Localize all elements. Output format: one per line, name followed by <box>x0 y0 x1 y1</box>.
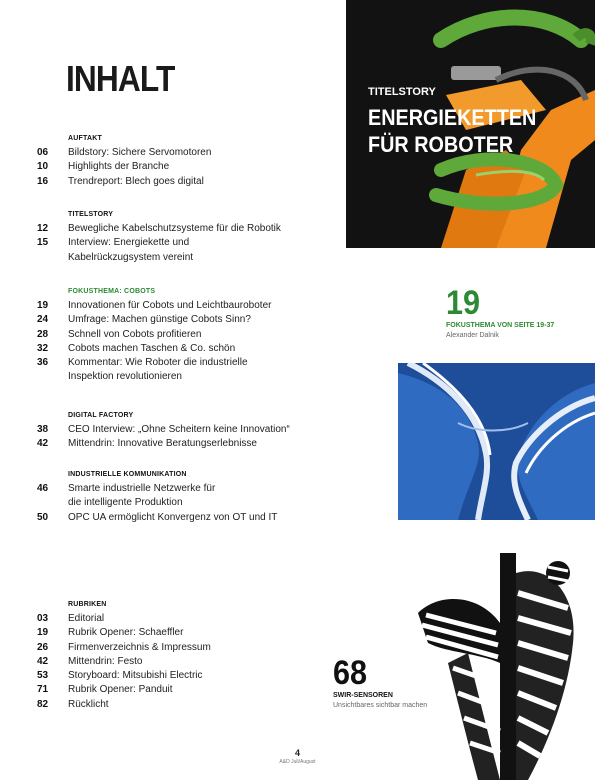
feature-author: Alexander Dalnik <box>446 332 499 339</box>
page-title: INHALT <box>66 58 175 99</box>
toc-page-number: 26 <box>37 641 49 653</box>
toc-entry[interactable] <box>37 511 337 525</box>
section-heading: INDUSTRIELLE KOMMUNIKATION <box>68 471 187 478</box>
toc-entry[interactable] <box>37 328 337 342</box>
toc-page-number: 32 <box>37 342 49 354</box>
toc-entry-line: Editorial <box>68 613 105 624</box>
feature-subtitle: Unsichtbares sichtbar machen <box>333 702 428 709</box>
toc-entry-title <box>68 482 215 511</box>
toc-entry-line: Kommentar: Wie Roboter die industrielle <box>68 357 248 369</box>
toc-entry[interactable] <box>37 342 337 356</box>
toc-entry-line: Cobots machen Taschen & Co. schön <box>68 342 236 354</box>
section-heading: FOKUSTHEMA: COBOTS <box>68 288 156 295</box>
toc-entry[interactable] <box>37 683 337 697</box>
toc-entry-line: Schnell von Cobots profitieren <box>68 328 202 340</box>
toc-section <box>37 211 337 265</box>
toc-section <box>37 135 337 189</box>
toc-page-number: 24 <box>37 314 49 326</box>
toc-entry-title <box>68 698 109 712</box>
page-number: 4 <box>294 748 300 758</box>
toc-section <box>37 471 337 525</box>
toc-entry-title <box>68 328 201 342</box>
section-heading: TITELSTORY <box>68 211 114 218</box>
toc-page-number: 10 <box>37 161 49 173</box>
toc-page-number: 12 <box>37 223 49 234</box>
toc-entry-title <box>68 641 211 655</box>
toc-entry-line: OPC UA ermöglicht Konvergenz von OT und IT <box>68 511 278 523</box>
toc-entry-line: Rücklicht <box>68 698 109 710</box>
striped-figure-illustration <box>408 553 595 780</box>
toc-page-number: 42 <box>37 655 49 667</box>
toc-page-number: 38 <box>37 424 49 435</box>
toc-entry-title <box>68 612 104 626</box>
toc-entry[interactable] <box>37 669 337 683</box>
toc-entry-line: Inspektion revolutionieren <box>68 371 182 383</box>
toc-entry[interactable] <box>37 222 337 236</box>
toc-entry[interactable] <box>37 160 337 174</box>
feature-swir[interactable] <box>333 656 427 709</box>
toc-entry-line: Mittendrin: Festo <box>68 655 143 667</box>
feature-label: FOKUSTHEMA VON SEITE 19-37 <box>446 322 555 329</box>
toc-entry[interactable] <box>37 299 337 313</box>
cover-image[interactable] <box>346 0 595 248</box>
toc-entry-line: Bildstory: Sichere Servomotoren <box>68 147 212 158</box>
toc-entry-line: Storyboard: Mitsubishi Electric <box>68 670 203 682</box>
toc-page-number: 36 <box>37 357 49 369</box>
toc-entry-line: Umfrage: Machen günstige Cobots Sinn? <box>68 314 251 326</box>
toc-entry-title <box>68 423 290 437</box>
toc-entry-line: Highlights der Branche <box>68 161 170 173</box>
feature-page-number: 68 <box>333 654 368 692</box>
toc-page-number: 50 <box>37 511 49 523</box>
toc-entry-line: Trendreport: Blech goes digital <box>68 175 204 187</box>
toc-page-number: 15 <box>37 237 49 249</box>
toc-entry[interactable] <box>37 641 337 655</box>
toc-entry-line: Innovationen für Cobots und Leichtbauroboter <box>68 300 272 311</box>
toc-entry-title <box>68 313 251 327</box>
toc-entry-line: Mittendrin: Innovative Beratungserlebnisse <box>68 438 257 450</box>
toc-page-number: 19 <box>37 300 49 311</box>
toc-page-number: 16 <box>37 175 49 187</box>
toc-page-number: 03 <box>37 613 49 624</box>
toc-entry[interactable] <box>37 423 337 437</box>
toc-entry-title <box>68 146 211 160</box>
toc-entry[interactable] <box>37 612 337 626</box>
toc-entry-line: CEO Interview: „Ohne Scheitern keine Innovation“ <box>68 424 290 435</box>
toc-entry-title <box>68 356 248 385</box>
feature-label: SWIR-SENSOREN <box>333 692 393 699</box>
toc-page-number: 82 <box>37 698 49 710</box>
toc-section <box>37 412 337 452</box>
section-heading: DIGITAL FACTORY <box>68 412 134 419</box>
cover-title: ENERGIEKETTEN FÜR ROBOTER <box>368 105 537 157</box>
toc-entry-line: Firmenverzeichnis & Impressum <box>68 641 211 653</box>
toc-entry-line: Bewegliche Kabelschutzsysteme für die Robotik <box>68 223 281 234</box>
feature-page-number: 19 <box>446 284 481 322</box>
section-heading: AUFTAKT <box>68 135 102 142</box>
toc-entry-line: die intelligente Produktion <box>68 497 183 509</box>
toc-entry[interactable] <box>37 356 337 385</box>
toc-entry-line: Kabelrückzugsystem vereint <box>68 251 194 263</box>
toc-entry-title <box>68 683 173 697</box>
toc-entry-title <box>68 175 204 189</box>
toc-entry-title <box>68 299 271 313</box>
toc-section <box>37 288 337 385</box>
toc-entry-line: Interview: Energiekette und <box>68 237 190 249</box>
toc-entry-title <box>68 437 257 451</box>
section-heading: RUBRIKEN <box>68 601 107 608</box>
toc-entry-line: Smarte industrielle Netzwerke für <box>68 483 216 494</box>
toc-entry[interactable] <box>37 698 337 712</box>
toc-entry-title <box>68 655 142 669</box>
toc-entry-title <box>68 222 281 236</box>
zebra-artwork[interactable] <box>408 553 595 780</box>
toc-section <box>37 601 337 712</box>
cover-tag: TITELSTORY <box>368 86 436 98</box>
toc-entry-title <box>68 669 203 683</box>
toc-page-number: 28 <box>37 328 49 340</box>
faces-artwork[interactable] <box>398 363 595 520</box>
toc-page-number: 71 <box>37 684 49 696</box>
feature-cobots[interactable] <box>446 286 554 339</box>
flowing-faces-illustration <box>398 363 595 520</box>
toc-entry-title <box>68 511 277 525</box>
toc-entry[interactable] <box>37 437 337 451</box>
toc-entry[interactable] <box>37 482 337 511</box>
toc-entry[interactable] <box>37 313 337 327</box>
toc-entry[interactable] <box>37 655 337 669</box>
toc-entry-title <box>68 342 235 356</box>
toc-entry-line: Rubrik Opener: Schaeffler <box>68 627 184 639</box>
toc-entry[interactable] <box>37 236 337 265</box>
toc-entry-title <box>68 626 183 640</box>
page-footer: A&D Juli/August <box>279 759 316 765</box>
toc-entry[interactable] <box>37 626 337 640</box>
toc-entry-title <box>68 236 193 265</box>
toc-entry[interactable] <box>37 146 337 160</box>
toc-entry[interactable] <box>37 175 337 189</box>
toc-page-number: 46 <box>37 483 49 494</box>
toc-page-number: 42 <box>37 438 49 450</box>
toc-page-number: 06 <box>37 147 49 158</box>
toc-entry-title <box>68 160 169 174</box>
toc-page-number: 19 <box>37 627 49 639</box>
toc-entry-line: Rubrik Opener: Panduit <box>68 684 173 696</box>
toc-page-number: 53 <box>37 670 49 682</box>
